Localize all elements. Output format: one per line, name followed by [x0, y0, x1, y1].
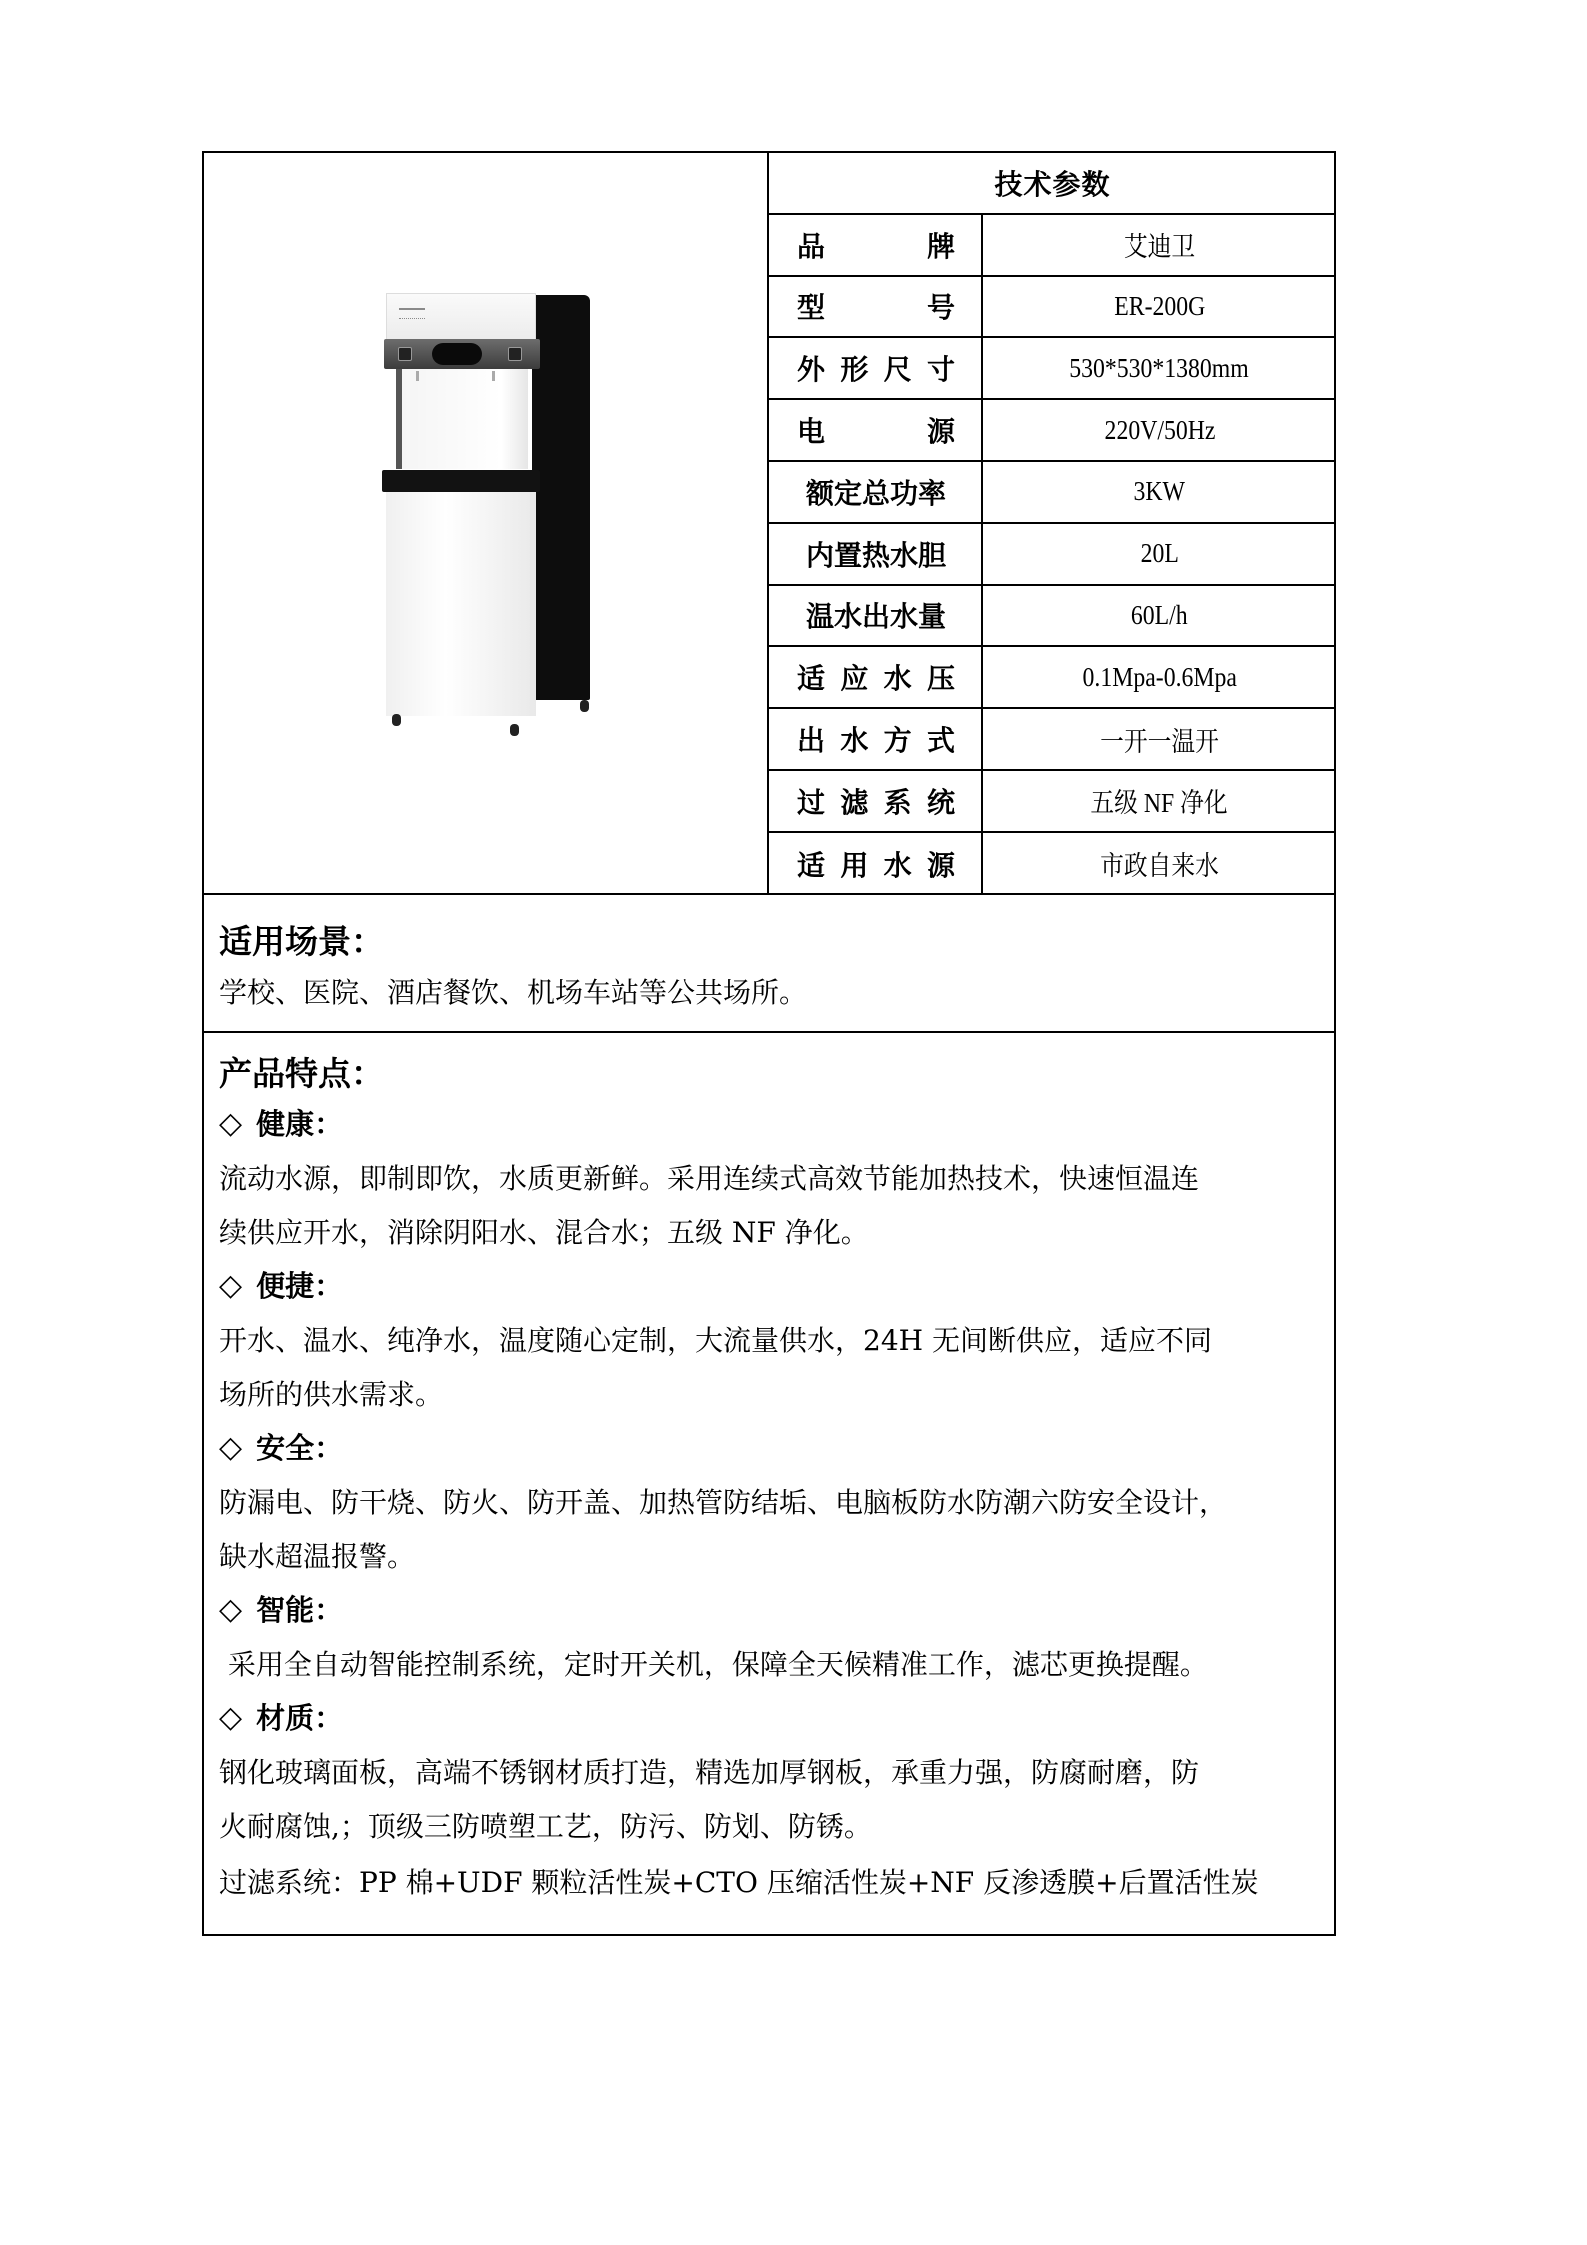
spec-label: 过 滤 系 统 [769, 771, 983, 831]
feature-heading: ◇ 便捷： [219, 1268, 344, 1303]
usage-scene-title: 适用场景： [219, 922, 384, 961]
spec-label: 外 形 尺 寸 [769, 338, 983, 398]
usage-scene-section [204, 895, 1334, 1033]
product-spec-sheet [202, 151, 1336, 1936]
usage-scene-text: 学校、医院、酒店餐饮、机场车站等公共场所。 [219, 976, 808, 1009]
spec-value: 60L/h [1131, 599, 1188, 630]
feature-text-line: 场所的供水需求。 [219, 1378, 444, 1411]
feature-text-line: 缺水超温报警。 [219, 1540, 416, 1573]
spec-label: 适 用 水 源 [769, 833, 983, 895]
spec-row [769, 771, 1336, 833]
spec-value: 艾迪卫 [1123, 232, 1196, 263]
feature-heading: ◇ 材质： [219, 1700, 344, 1735]
feature-text-line: 开水、温水、纯净水，温度随心定制，大流量供水，24H 无间断供应，适应不同 [219, 1324, 1212, 1357]
diamond-bullet-icon: ◇ [219, 1430, 243, 1465]
spec-value: 一开一温开 [1100, 726, 1219, 757]
spec-label: 品 牌 [769, 215, 983, 275]
feature-heading: ◇ 智能： [219, 1592, 344, 1627]
spec-row [769, 462, 1336, 524]
spec-table-header [769, 153, 1336, 215]
control-panel [384, 339, 540, 369]
feature-heading: ◇ 健康： [219, 1106, 344, 1141]
spec-label: 温水出水量 [769, 586, 983, 646]
tech-spec-table [769, 153, 1336, 893]
diamond-bullet-icon: ◇ [219, 1700, 243, 1735]
spec-value: 市政自来水 [1100, 851, 1219, 882]
spec-row [769, 338, 1336, 400]
spec-value: 220V/50Hz [1104, 414, 1215, 445]
feature-text-line: 火耐腐蚀,；顶级三防喷塑工艺，防污、防划、防锈。 [219, 1810, 872, 1843]
lcd-display [432, 343, 482, 365]
spec-label: 电 源 [769, 400, 983, 460]
spec-table-title: 技术参数 [994, 167, 1111, 201]
spec-label: 出 水 方 式 [769, 709, 983, 769]
spec-row [769, 277, 1336, 339]
spec-row [769, 833, 1336, 895]
spec-row [769, 586, 1336, 648]
spec-value: 20L [1140, 538, 1179, 569]
product-features-section [204, 1033, 1334, 1936]
feature-text-line: 采用全自动智能控制系统，定时开关机，保障全天候精准工作，滤芯更换提醒。 [219, 1648, 1208, 1681]
spec-row [769, 524, 1336, 586]
feature-text-line: 防漏电、防干烧、防火、防开盖、加热管防结垢、电脑板防水防潮六防安全设计， [219, 1486, 1228, 1519]
spec-value: 五级 NF 净化 [1090, 788, 1229, 819]
diamond-bullet-icon: ◇ [219, 1268, 243, 1303]
feature-text-line: 续供应开水，消除阴阳水、混合水；五级 NF 净化。 [219, 1216, 869, 1249]
spec-label: 型 号 [769, 277, 983, 337]
spec-value: 3KW [1133, 476, 1186, 507]
spec-row [769, 215, 1336, 277]
spec-label: 适 应 水 压 [769, 647, 983, 707]
product-image [382, 287, 594, 739]
diamond-bullet-icon: ◇ [219, 1592, 243, 1627]
spec-row [769, 709, 1336, 771]
spec-value: 0.1Mpa-0.6Mpa [1082, 661, 1237, 692]
spec-label: 内置热水胆 [769, 524, 983, 584]
spec-label: 额定总功率 [769, 462, 983, 522]
spec-value: 530*530*1380mm [1069, 352, 1250, 383]
spec-value: ER-200G [1113, 290, 1206, 321]
spec-top-section [204, 153, 1334, 895]
features-title: 产品特点： [219, 1054, 384, 1093]
spec-row [769, 647, 1336, 709]
feature-text-line: 流动水源，即制即饮，水质更新鲜。采用连续式高效节能加热技术，快速恒温连 [219, 1162, 1200, 1195]
spec-row [769, 400, 1336, 462]
filter-system-note: 过滤系统：PP 棉+UDF 颗粒活性炭+CTO 压缩活性炭+NF 反渗透膜+后置活性炭 [219, 1866, 1259, 1899]
feature-text-line: 钢化玻璃面板，高端不锈钢材质打造，精选加厚钢板，承重力强，防腐耐磨，防 [219, 1756, 1200, 1789]
brand-logo-icon [399, 308, 425, 319]
diamond-bullet-icon: ◇ [219, 1106, 243, 1141]
product-image-cell [204, 153, 769, 893]
feature-heading: ◇ 安全： [219, 1430, 344, 1465]
